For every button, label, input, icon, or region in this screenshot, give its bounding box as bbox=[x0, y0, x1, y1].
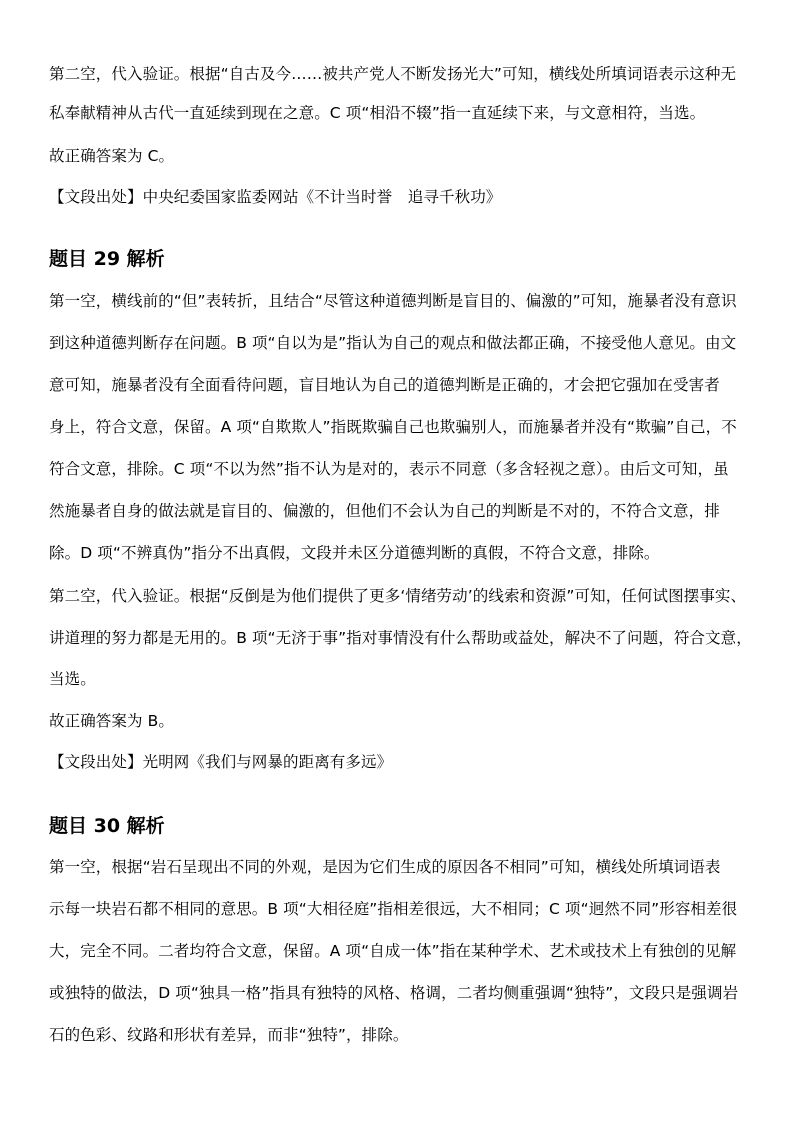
paragraph-line: 示每一块岩石都不相同的意思。B 项“大相径庭”指相差很远，大不相同；C 项“迥然不同”形容相差很 bbox=[49, 900, 738, 918]
source-citation: 【文段出处】光明网《我们与网暴的距离有多远》 bbox=[49, 753, 393, 771]
paragraph-line: 符合文意，排除。C 项“不以为然”指不认为是对的，表示不同意（多含轻视之意）。由后文可知，虽 bbox=[49, 460, 729, 478]
paragraph-line: 除。D 项“不辨真伪”指分不出真假，文段并未区分道德判断的真假，不符合文意，排除。 bbox=[49, 544, 660, 562]
paragraph-line: 石的色彩、纹路和形状有差异，而非“独特”，排除。 bbox=[49, 1026, 409, 1044]
paragraph-line: 第二空，代入验证。根据“反倒是为他们提供了更多‘情绪劳动’的线索和资源”可知，任何试图摆事实、 bbox=[49, 587, 747, 605]
paragraph-line: 或独特的做法，D 项“独具一格”指具有独特的风格、格调，二者均侧重强调“独特”，文段只是强调岩 bbox=[49, 984, 739, 1002]
section-heading-q29: 题目 29 解析 bbox=[49, 248, 165, 270]
paragraph-line: 然施暴者自身的做法就是盲目的、偏激的，但他们不会认为自己的判断是不对的，不符合文意，排 bbox=[49, 502, 720, 520]
answer-line: 故正确答案为 B。 bbox=[49, 712, 174, 730]
section-heading-q30: 题目 30 解析 bbox=[49, 815, 165, 837]
paragraph-line: 意可知，施暴者没有全面看待问题，盲目地认为自己的道德判断是正确的，才会把它强加在受害者 bbox=[49, 376, 720, 394]
paragraph-line: 当选。 bbox=[49, 670, 96, 688]
paragraph-line: 到这种道德判断存在问题。B 项“自以为是”指认为自己的观点和做法都正确，不接受他人意见。由文 bbox=[49, 334, 737, 352]
paragraph-line: 第一空，横线前的“但”表转折，且结合“尽管这种道德判断是盲目的、偏激的”可知，施暴者没有意识 bbox=[49, 292, 737, 310]
source-citation: 【文段出处】中央纪委国家监委网站《不计当时誉 追寻千秋功》 bbox=[49, 188, 502, 206]
paragraph-line: 私奉献精神从古代一直延续到现在之意。C 项“相沿不辍”指一直延续下来，与文意相符，当选。 bbox=[49, 104, 706, 122]
paragraph-line: 第一空，根据“岩石呈现出不同的外观，是因为它们生成的原因各不相同”可知，横线处所填词语表 bbox=[49, 858, 721, 876]
paragraph-line: 第二空，代入验证。根据“自古及今……被共产党人不断发扬光大”可知，横线处所填词语表示这种无 bbox=[49, 65, 737, 83]
paragraph-line: 身上，符合文意，保留。A 项“自欺欺人”指既欺骗自己也欺骗别人，而施暴者并没有“欺骗”自己，不 bbox=[49, 418, 737, 436]
paragraph-line: 大，完全不同。二者均符合文意，保留。A 项“自成一体”指在某种学术、艺术或技术上有独创的见解 bbox=[49, 942, 737, 960]
paragraph-line: 讲道理的努力都是无用的。B 项“无济于事”指对事情没有什么帮助或益处，解决不了问题，符合文意， bbox=[49, 629, 752, 647]
answer-line: 故正确答案为 C。 bbox=[49, 147, 175, 165]
